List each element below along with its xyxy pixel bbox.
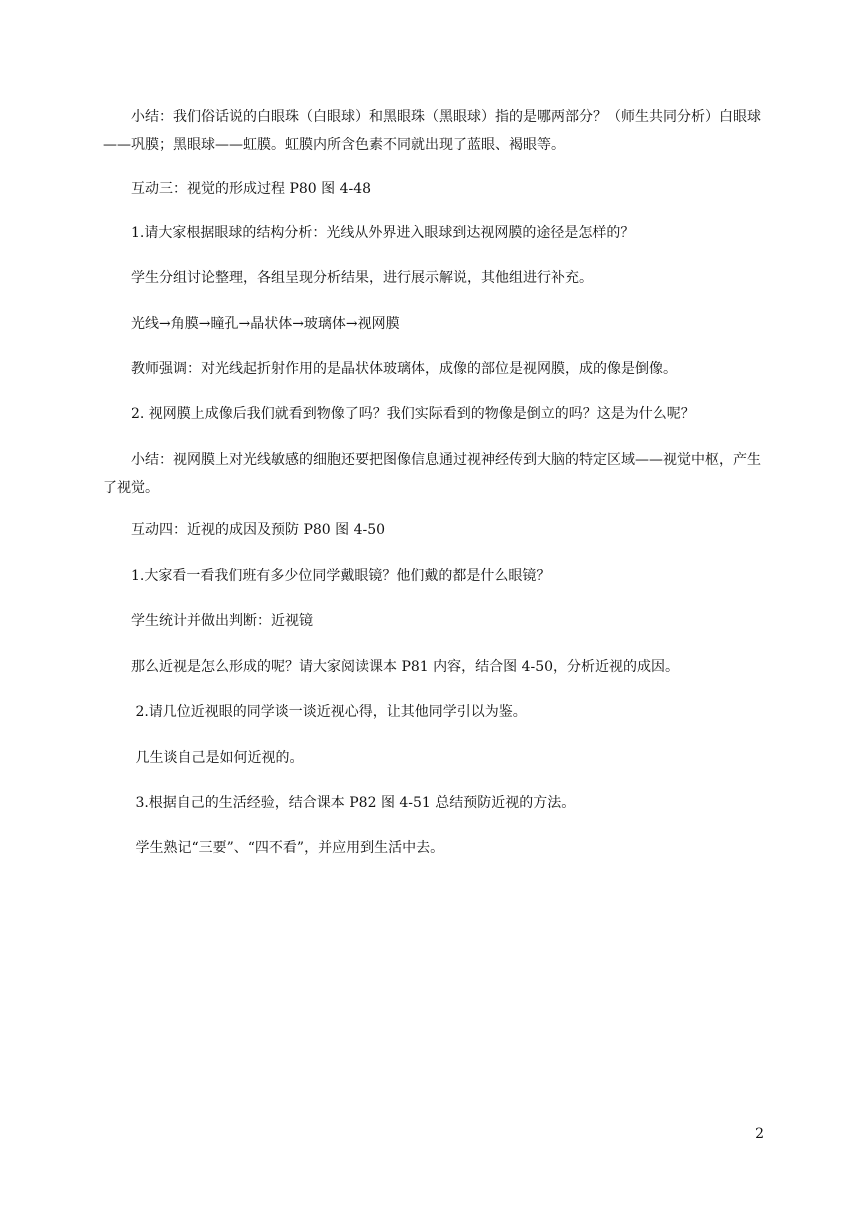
paragraph-summary-vision: 小结：视网膜上对光线敏感的细胞还要把图像信息通过视神经传到大脑的特定区域——视觉中枢，产生了视觉。 bbox=[103, 452, 761, 496]
paragraph-summary-eye-white: 小结：我们俗话说的白眼珠（白眼球）和黑眼珠（黑眼球）指的是哪两部分？（师生共同分析）白眼球——巩膜；黑眼球——虹膜。虹膜内所含色素不同就出现了蓝眼、褐眼等。 bbox=[103, 109, 761, 153]
paragraph-light-path: 光线→角膜→瞳孔→晶状体→玻璃体→视网膜 bbox=[103, 316, 400, 332]
paragraph-group-discussion: 学生分组讨论整理，各组呈现分析结果，进行展示解说，其他组进行补充。 bbox=[103, 270, 593, 286]
paragraph-question-retina: 2. 视网膜上成像后我们就看到物像了吗？我们实际看到的物像是倒立的吗？这是为什么呢？ bbox=[103, 406, 695, 422]
paragraph-teacher-emphasis: 教师强调：对光线起折射作用的是晶状体玻璃体，成像的部位是视网膜，成的像是倒像。 bbox=[103, 361, 677, 377]
page-number: 2 bbox=[755, 1126, 764, 1142]
paragraph-three-musts: 学生熟记“三要”、“四不看”，并应用到生活中去。 bbox=[103, 840, 445, 856]
paragraph-student-statistics: 学生统计并做出判断：近视镜 bbox=[103, 613, 313, 629]
paragraph-prevention-methods: 3.根据自己的生活经验，结合课本 P82 图 4-51 总结预防近视的方法。 bbox=[103, 795, 576, 811]
heading-interaction-three: 互动三：视觉的形成过程 P80 图 4-48 bbox=[103, 181, 372, 197]
heading-interaction-four: 互动四：近视的成因及预防 P80 图 4-50 bbox=[103, 522, 386, 538]
paragraph-students-talk: 几生谈自己是如何近视的。 bbox=[103, 750, 304, 766]
paragraph-myopia-experience: 2.请几位近视眼的同学谈一谈近视心得，让其他同学引以为鉴。 bbox=[103, 704, 527, 720]
paragraph-myopia-cause: 那么近视是怎么形成的呢？请大家阅读课本 P81 内容，结合图 4-50，分析近视的成因。 bbox=[103, 659, 680, 675]
paragraph-question-light-path: 1.请大家根据眼球的结构分析：光线从外界进入眼球到达视网膜的途径是怎样的？ bbox=[103, 225, 635, 241]
paragraph-question-glasses: 1.大家看一看我们班有多少位同学戴眼镜？他们戴的都是什么眼镜？ bbox=[103, 568, 551, 584]
